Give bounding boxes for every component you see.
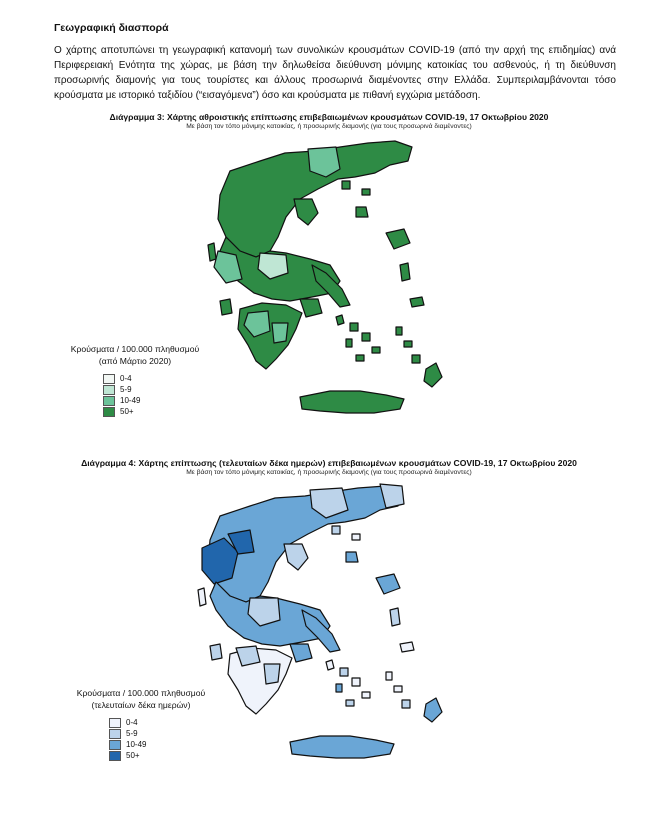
map1-region-kefalonia bbox=[220, 299, 232, 315]
map2-region-thasos bbox=[332, 526, 340, 534]
map1-region-chios bbox=[400, 263, 410, 281]
map1-region-corfu bbox=[208, 243, 216, 261]
map1-region-lesvos bbox=[386, 229, 410, 249]
map2-region-crete bbox=[290, 736, 394, 758]
map2-legend bbox=[56, 687, 226, 761]
map2-legend-swatch bbox=[109, 740, 121, 750]
map1-caption bbox=[0, 112, 658, 130]
map1-region-samos bbox=[410, 297, 424, 307]
map2-region-kefalonia bbox=[210, 644, 222, 660]
map1-legend-item: 50+ bbox=[103, 406, 220, 417]
map1-legend-swatch bbox=[103, 385, 115, 395]
map2-region-chios bbox=[390, 608, 400, 626]
map1-greece-choropleth bbox=[190, 133, 450, 433]
map1-legend-title: Κρούσματα / 100.000 πληθυσμού (από Μάρτιο 2020) bbox=[70, 344, 200, 366]
map2-region-samothraki bbox=[352, 534, 360, 540]
map1-legend-item: 0-4 bbox=[103, 373, 220, 384]
map1-region-lemnos bbox=[356, 207, 368, 217]
map2-title: Διάγραμμα 4: Χάρτης επίπτωσης (τελευταίων δέκα ημερών) επιβεβαιωμένων κρουσμάτων COVID-19, 17 Οκτωβρίου 2020 bbox=[81, 458, 577, 468]
map1-legend-swatch bbox=[103, 396, 115, 406]
map2-caption bbox=[0, 458, 658, 476]
map1-title: Διάγραμμα 3: Χάρτης αθροιστικής επίπτωσης επιβεβαιωμένων κρουσμάτων COVID-19, 17 Οκτωβρίου 2020 bbox=[109, 112, 549, 122]
map2-legend-item: 5-9 bbox=[109, 728, 226, 739]
map2-legend-swatch bbox=[109, 718, 121, 728]
map1-region-attica bbox=[300, 299, 322, 317]
map1-region-rhodes bbox=[424, 363, 442, 387]
map1-region-crete bbox=[300, 391, 404, 413]
map2-region-chalkidiki bbox=[284, 544, 308, 570]
map2-legend-item: 10-49 bbox=[109, 739, 226, 750]
map2-region-pelop-mid2 bbox=[264, 664, 280, 684]
section-heading: Γεωγραφική διασπορά bbox=[54, 22, 169, 34]
map1-region-samothraki bbox=[362, 189, 370, 195]
map2-region-samos bbox=[400, 642, 414, 652]
map1-legend-item: 10-49 bbox=[103, 395, 220, 406]
map2-region-attica bbox=[290, 644, 312, 662]
map2-legend-item: 50+ bbox=[109, 750, 226, 761]
map1-legend-item: 5-9 bbox=[103, 384, 220, 395]
map2-region-rhodes bbox=[424, 698, 442, 722]
map1-legend-swatch bbox=[103, 374, 115, 384]
map2-region-lesvos bbox=[376, 574, 400, 594]
map2-legend-swatch bbox=[109, 729, 121, 739]
map2-legend-title: Κρούσματα / 100.000 πληθυσμού (τελευταίων δέκα ημερών) bbox=[76, 688, 206, 710]
map1-region-thasos bbox=[342, 181, 350, 189]
map2-region-peloponnese bbox=[228, 648, 292, 714]
map1-subtitle: Με βάση τον τόπο μόνιμης κατοικίας, ή προσωρινής διαμονής (για τους προσωρινά διαμένοντες) bbox=[186, 123, 472, 130]
map2-region-corfu bbox=[198, 588, 206, 606]
map2-legend-item: 0-4 bbox=[109, 717, 226, 728]
map2-legend-swatch bbox=[109, 751, 121, 761]
map1-region-chalkidiki bbox=[294, 199, 318, 225]
map2-subtitle: Με βάση τον τόπο μόνιμης κατοικίας, ή προσωρινής διαμονής (για τους προσωρινά διαμένοντες) bbox=[186, 469, 472, 476]
map1-region-pelop-light2 bbox=[272, 323, 288, 343]
map1-legend bbox=[50, 343, 220, 417]
map2-region-lemnos bbox=[346, 552, 358, 562]
intro-paragraph: Ο χάρτης αποτυπώνει τη γεωγραφική κατανομή των συνολικών κρουσμάτων COVID-19 (από την αρχή της επιδημίας) ανά Περιφερειακή Ενότητα της χώρας, με βάση την δηλωθείσα διεύθυνση μόνιμης κατοικίας του ασθενούς, ή τη διεύθυνση προσωρινής διαμονής για τους τουρίστες και άλλους προσωρινά διαμένοντες στην Ελλάδα. Συμπεριλαμβάνονται τόσο κρούσματα με ιστορικό ταξιδίου (“εισαγόμενα”) όσο και κρούσματα με πιθανή εγχώρια μετάδοση. bbox=[54, 45, 616, 101]
map1-legend-swatch bbox=[103, 407, 115, 417]
